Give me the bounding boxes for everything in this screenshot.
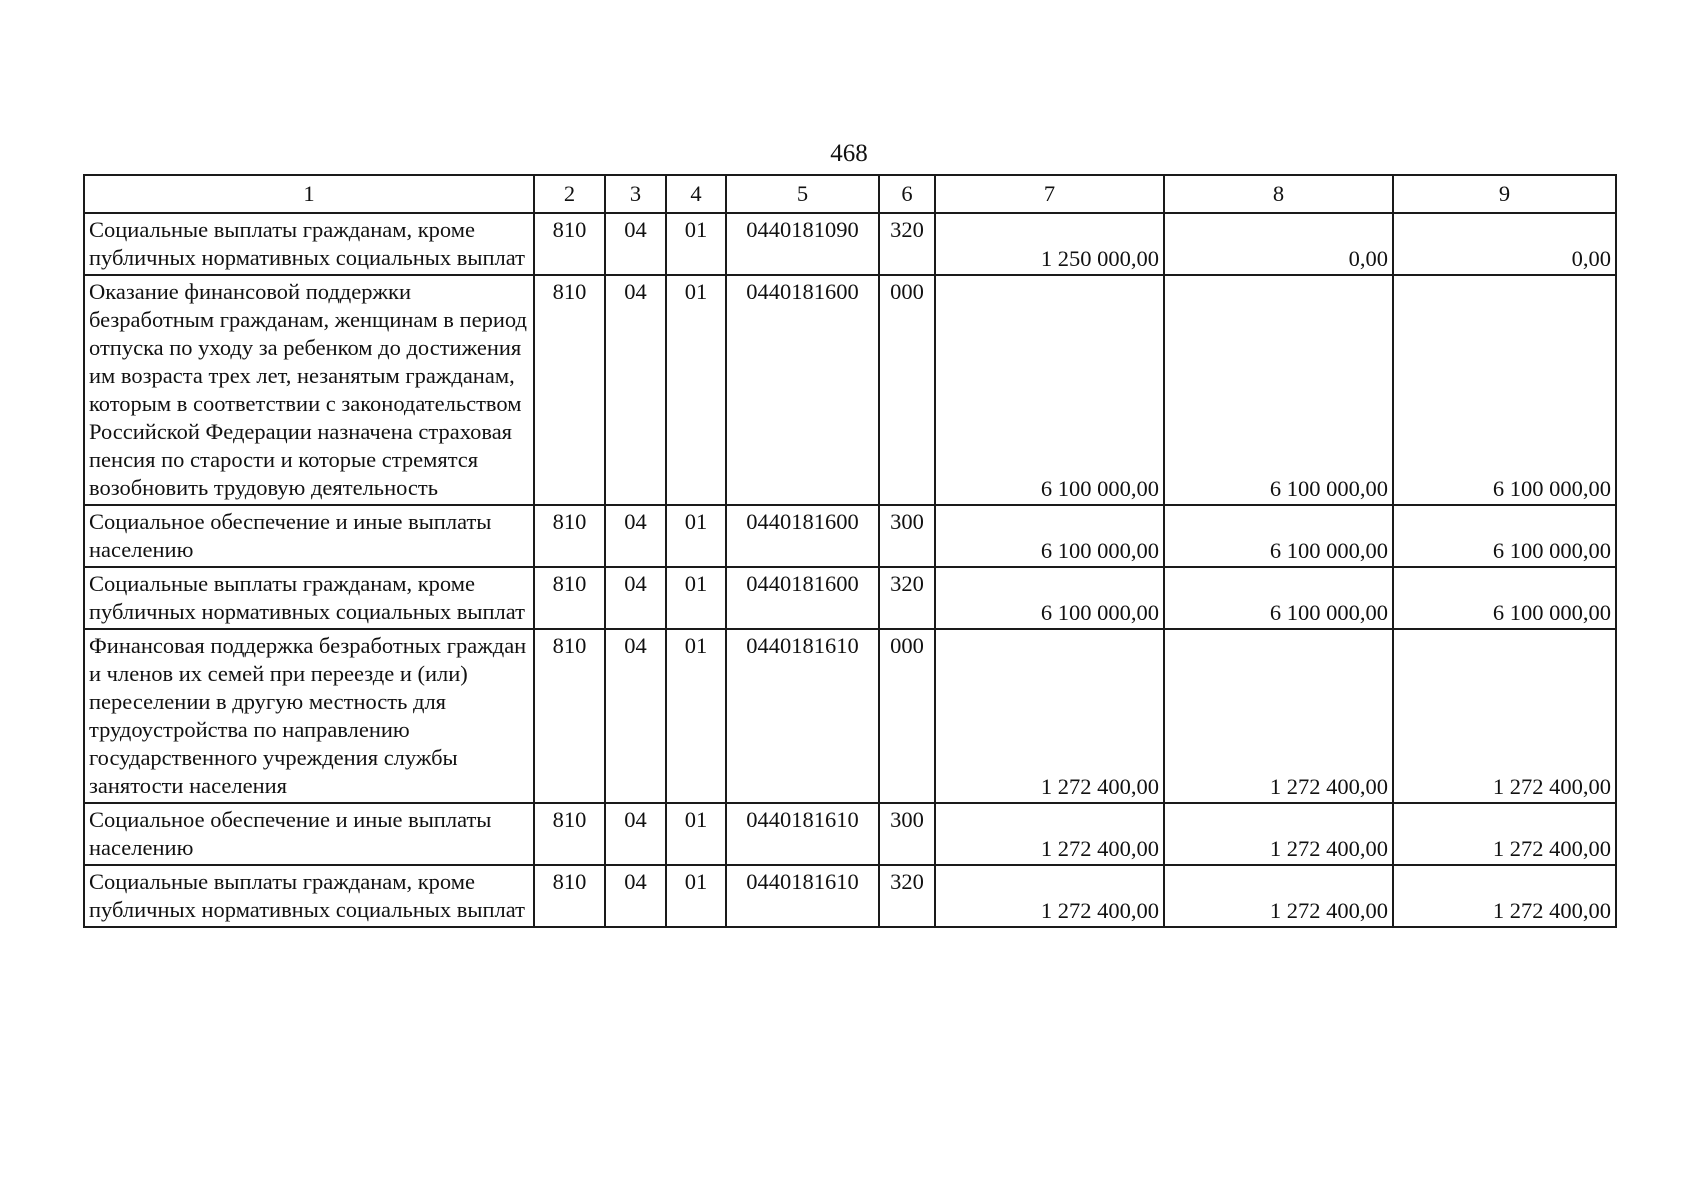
row-amount-cell: 0,00: [1393, 213, 1616, 275]
row-code-cell: 320: [879, 865, 935, 927]
row-amount-cell: 1 272 400,00: [1164, 629, 1393, 803]
table-row: [84, 803, 1616, 865]
row-code-cell: 04: [605, 567, 666, 629]
row-code-cell: 320: [879, 213, 935, 275]
row-code-cell: 01: [666, 629, 726, 803]
row-code-cell: 000: [879, 275, 935, 505]
row-amount-cell: 6 100 000,00: [1164, 275, 1393, 505]
row-code-cell: 810: [534, 275, 605, 505]
row-amount-cell: 6 100 000,00: [1393, 505, 1616, 567]
row-amount-cell: 6 100 000,00: [935, 567, 1164, 629]
row-name-cell: Социальное обеспечение и иные выплаты населению: [84, 505, 534, 567]
header-row: [84, 175, 1616, 213]
row-amount-cell: 6 100 000,00: [1164, 505, 1393, 567]
row-code-cell: 01: [666, 505, 726, 567]
row-name-cell: Социальные выплаты гражданам, кроме публичных нормативных социальных выплат: [84, 567, 534, 629]
row-code-cell: 01: [666, 213, 726, 275]
row-amount-cell: 1 272 400,00: [935, 803, 1164, 865]
table-row: [84, 629, 1616, 803]
table-row: [84, 275, 1616, 505]
row-amount-cell: 1 272 400,00: [935, 865, 1164, 927]
header-cell: 2: [534, 175, 605, 213]
row-code-cell: 04: [605, 629, 666, 803]
row-amount-cell: 1 272 400,00: [1393, 803, 1616, 865]
row-code-cell: 0440181600: [726, 567, 879, 629]
row-amount-cell: 1 272 400,00: [1164, 803, 1393, 865]
table-row: [84, 505, 1616, 567]
row-amount-cell: 1 272 400,00: [1164, 865, 1393, 927]
header-cell: 7: [935, 175, 1164, 213]
header-cell: 9: [1393, 175, 1616, 213]
row-code-cell: 810: [534, 567, 605, 629]
row-amount-cell: 1 272 400,00: [1393, 629, 1616, 803]
header-cell: 8: [1164, 175, 1393, 213]
header-cell: 6: [879, 175, 935, 213]
row-code-cell: 810: [534, 213, 605, 275]
row-code-cell: 300: [879, 505, 935, 567]
row-code-cell: 810: [534, 803, 605, 865]
row-code-cell: 0440181090: [726, 213, 879, 275]
row-name-cell: Социальные выплаты гражданам, кроме публичных нормативных социальных выплат: [84, 865, 534, 927]
row-code-cell: 04: [605, 505, 666, 567]
row-amount-cell: 6 100 000,00: [935, 275, 1164, 505]
row-code-cell: 300: [879, 803, 935, 865]
row-code-cell: 810: [534, 629, 605, 803]
row-code-cell: 810: [534, 865, 605, 927]
row-code-cell: 04: [605, 213, 666, 275]
row-amount-cell: 1 272 400,00: [935, 629, 1164, 803]
row-amount-cell: 6 100 000,00: [1393, 275, 1616, 505]
row-code-cell: 000: [879, 629, 935, 803]
row-code-cell: 0440181610: [726, 629, 879, 803]
row-code-cell: 810: [534, 505, 605, 567]
budget-table: [83, 174, 1617, 928]
row-code-cell: 0440181600: [726, 275, 879, 505]
row-amount-cell: 0,00: [1164, 213, 1393, 275]
row-amount-cell: 6 100 000,00: [1164, 567, 1393, 629]
row-code-cell: 320: [879, 567, 935, 629]
table-row: [84, 865, 1616, 927]
row-code-cell: 01: [666, 567, 726, 629]
row-code-cell: 0440181610: [726, 865, 879, 927]
row-code-cell: 04: [605, 275, 666, 505]
row-name-cell: Финансовая поддержка безработных граждан и членов их семей при переезде и (или) переселении в другую местность для трудоустройства по направлению государственного учреждения службы занятости населения: [84, 629, 534, 803]
row-name-cell: Социальные выплаты гражданам, кроме публичных нормативных социальных выплат: [84, 213, 534, 275]
header-cell: 4: [666, 175, 726, 213]
row-code-cell: 04: [605, 865, 666, 927]
row-amount-cell: 1 272 400,00: [1393, 865, 1616, 927]
row-code-cell: 04: [605, 803, 666, 865]
row-amount-cell: 6 100 000,00: [1393, 567, 1616, 629]
row-code-cell: 01: [666, 803, 726, 865]
table-row: [84, 213, 1616, 275]
row-code-cell: 01: [666, 865, 726, 927]
row-amount-cell: 1 250 000,00: [935, 213, 1164, 275]
row-name-cell: Оказание финансовой поддержки безработным гражданам, женщинам в период отпуска по уходу за ребенком до достижения им возраста трех лет, незанятым гражданам, которым в соответствии с законодательством Российской Федерации назначена страховая пенсия по старости и которые стремятся возобновить трудовую деятельность: [84, 275, 534, 505]
row-code-cell: 01: [666, 275, 726, 505]
page-number: 468: [830, 140, 868, 167]
row-code-cell: 0440181610: [726, 803, 879, 865]
header-cell: 5: [726, 175, 879, 213]
header-cell: 3: [605, 175, 666, 213]
row-amount-cell: 6 100 000,00: [935, 505, 1164, 567]
header-cell: 1: [84, 175, 534, 213]
row-name-cell: Социальное обеспечение и иные выплаты населению: [84, 803, 534, 865]
row-code-cell: 0440181600: [726, 505, 879, 567]
table-row: [84, 567, 1616, 629]
